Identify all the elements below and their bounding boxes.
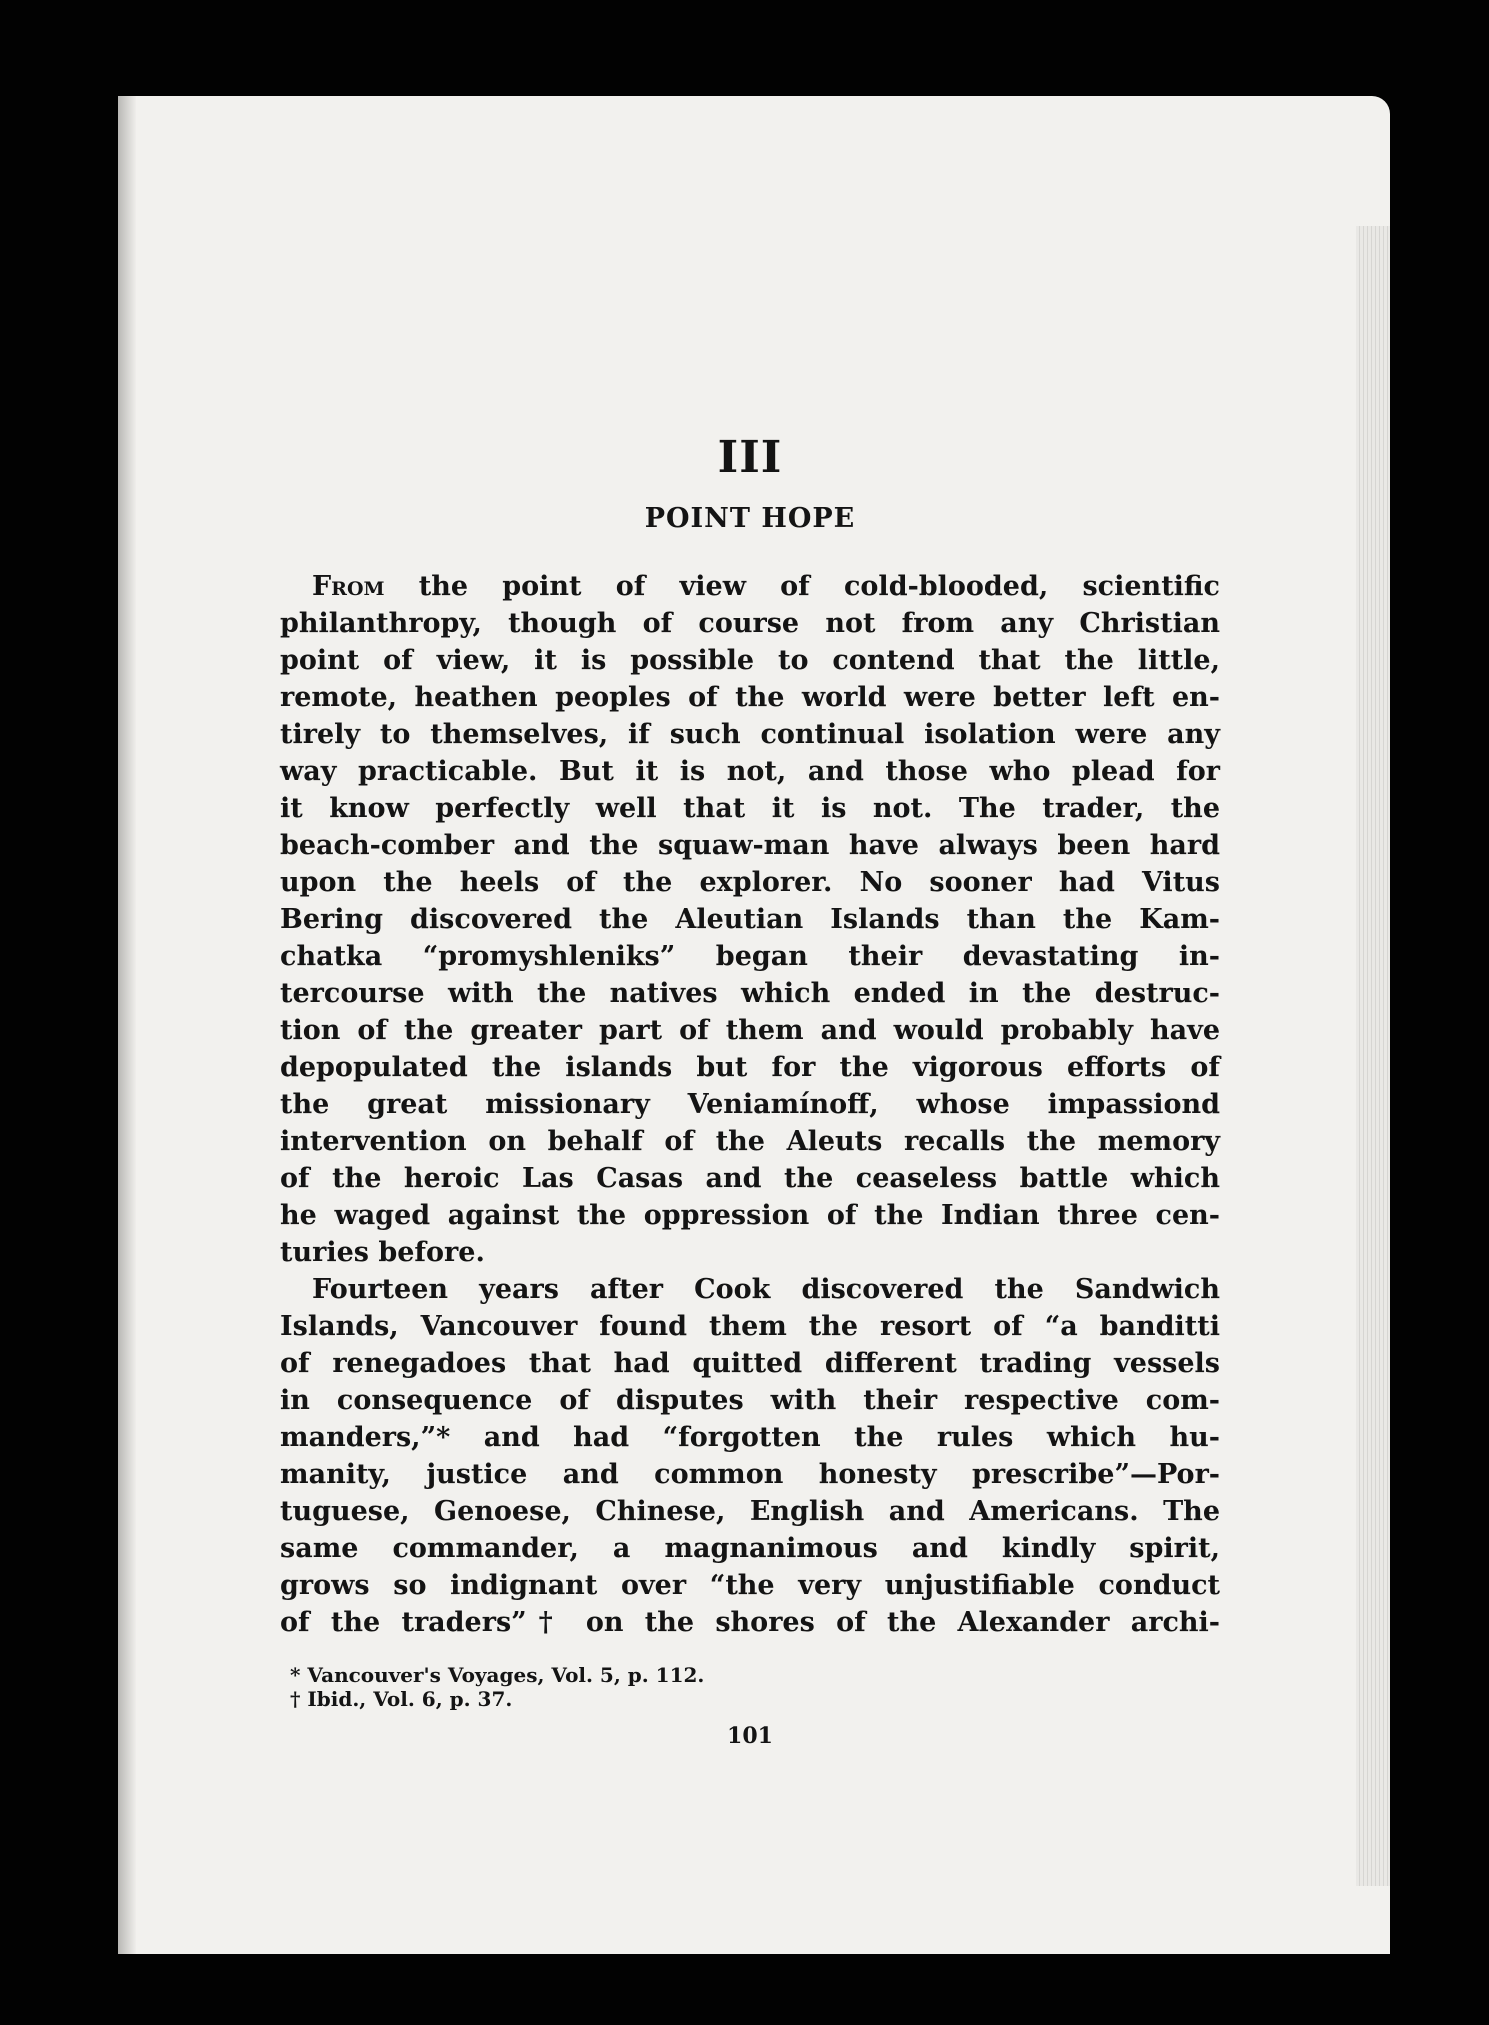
- page-content: [280, 432, 1220, 1749]
- text-line: tirely to themselves, if such continual isolation were any: [280, 719, 1220, 750]
- text-line: in consequence of disputes with their respective com-: [280, 1385, 1220, 1416]
- text-line: chatka “promyshleniks” began their devastating in-: [280, 941, 1220, 972]
- text-line: tuguese, Genoese, Chinese, English and Americans. The: [280, 1496, 1220, 1527]
- page-edge: [1356, 226, 1390, 1886]
- text-line: the great missionary Veniamínoff, whose impassiond: [280, 1089, 1220, 1120]
- paragraph-1: [280, 568, 1220, 1271]
- chapter-title: POINT HOPE: [644, 503, 856, 534]
- text-line: manders,”* and had “forgotten the rules which hu-: [280, 1422, 1220, 1453]
- text-line: grows so indignant over “the very unjustifiable conduct: [280, 1570, 1220, 1601]
- text-line: manity, justice and common honesty prescribe”—Por-: [280, 1459, 1220, 1490]
- text-line: turies before.: [280, 1237, 485, 1268]
- lead-word: From: [312, 571, 385, 602]
- text-line-content: the point of view of cold-blooded, scientific: [384, 571, 1220, 602]
- text-line: beach-comber and the squaw-man have always been hard: [280, 830, 1220, 861]
- text-line: [280, 568, 1220, 605]
- footnote: * Vancouver's Voyages, Vol. 5, p. 112.: [290, 1663, 705, 1687]
- text-line: of renegadoes that had quitted different trading vessels: [280, 1348, 1220, 1379]
- text-line: of the traders”† on the shores of the Alexander archi-: [280, 1607, 1220, 1638]
- footnote: † Ibid., Vol. 6, p. 37.: [290, 1687, 513, 1711]
- footnotes: [290, 1663, 1220, 1711]
- text-line: intervention on behalf of the Aleuts recalls the memory: [280, 1126, 1220, 1157]
- text-line: same commander, a magnanimous and kindly spirit,: [280, 1533, 1220, 1564]
- text-line: he waged against the oppression of the Indian three cen-: [280, 1200, 1220, 1231]
- text-line: depopulated the islands but for the vigorous efforts of: [280, 1052, 1220, 1083]
- text-line: tercourse with the natives which ended in the destruc-: [280, 978, 1220, 1009]
- text-line: remote, heathen peoples of the world were better left en-: [280, 682, 1220, 713]
- text-line: philanthropy, though of course not from any Christian: [280, 608, 1220, 639]
- page-gutter: [118, 96, 136, 1954]
- paragraph-2: [280, 1271, 1220, 1641]
- text-line: Fourteen years after Cook discovered the Sandwich: [312, 1274, 1220, 1305]
- book-page: [118, 96, 1390, 1954]
- text-line: point of view, it is possible to contend that the little,: [280, 645, 1220, 676]
- text-line: Islands, Vancouver found them the resort of “a banditti: [280, 1311, 1220, 1342]
- text-line: tion of the greater part of them and would probably have: [280, 1015, 1220, 1046]
- text-line: way practicable. But it is not, and those who plead for: [280, 756, 1220, 787]
- page-number: 101: [727, 1723, 773, 1749]
- text-line: it know perfectly well that it is not. The trader, the: [280, 793, 1220, 824]
- text-line: upon the heels of the explorer. No sooner had Vitus: [280, 867, 1220, 898]
- chapter-number: III: [717, 432, 783, 483]
- text-line: of the heroic Las Casas and the ceaseless battle which: [280, 1163, 1220, 1194]
- text-line: Bering discovered the Aleutian Islands than the Kam-: [280, 904, 1220, 935]
